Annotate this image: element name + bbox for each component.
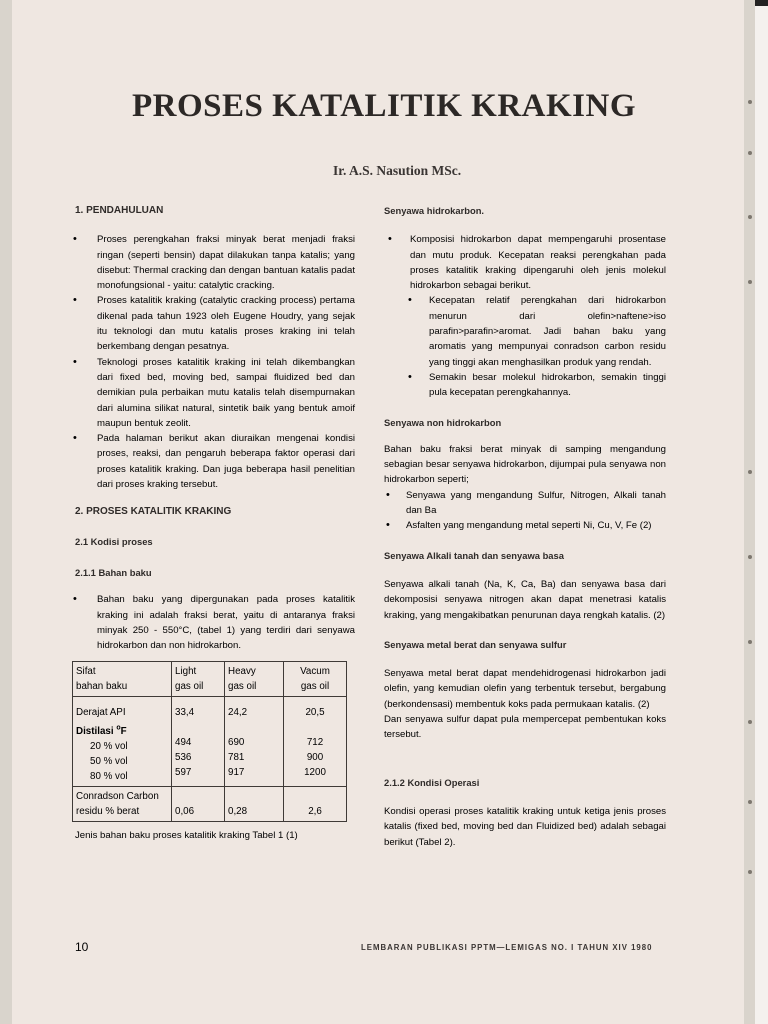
list-item: • Proses perengkahan fraksi minyak berat menjadi fraksi ringan (seperti bensin) dapat dilakukan tanpa katalis; yang disebut: Thermal cracking dan dengan bantuan katalis padat monofungsional - yaitu: catalytic cracking. [73, 233, 355, 292]
section-2-1-2-heading: 2.1.2 Kondisi Operasi [384, 776, 480, 788]
metal-paragraph-2: Dan senyawa sulfur dapat pula mempercepat pembentukan koks tersebut. [384, 714, 666, 741]
list-item: • Proses katalitik kraking (catalytic cracking process) pertama dikenal pada tahun 1923 oleh Eugene Houdry, yang sejak itu teknologi dan mutu katalis proses kraking ini telah berkembang dengan pesatnya. [73, 294, 355, 353]
section-2-heading: 2. PROSES KATALITIK KRAKING [75, 506, 232, 518]
metal-heading: Senyawa metal berat dan senyawa sulfur [384, 638, 567, 650]
publication-info: LEMBARAN PUBLIKASI PPTM—LEMIGAS NO. I TAHUN XIV 1980 [361, 943, 653, 952]
section-2-1-1-heading: 2.1.1 Bahan baku [75, 566, 152, 578]
list-item: • Semakin besar molekul hidrokarbon, semakin tinggi pula kecepatan perengkahannya. [408, 370, 666, 399]
operasi-paragraph: Kondisi operasi proses katalitik kraking untuk ketiga jenis proses katalis (fixed bed, moving bed dan Fluidized bed) adalah sebagai berikut (Tabel 2). [384, 805, 666, 848]
section-1-heading: 1. PENDAHULUAN [75, 205, 164, 216]
hidrokarbon-heading: Senyawa hidrokarbon. [384, 205, 485, 216]
alkali-heading: Senyawa Alkali tanah dan senyawa basa [384, 549, 564, 561]
article-title: PROSES KATALITIK KRAKING [131, 88, 637, 124]
list-item: • Senyawa yang mengandung Sulfur, Nitrogen, Alkali tanah dan Ba [386, 488, 666, 517]
non-hidrokarbon-heading: Senyawa non hidrokarbon [384, 416, 502, 428]
alkali-paragraph: Senyawa alkali tanah (Na, K, Ca, Ba) dan senyawa basa dari dekomposisi senyawa nitrogen akan dapat menetrasi katalis kraking, yang mengakibatkan penurunan daya rengkah katalis. (2) [384, 578, 666, 621]
list-item: • Asfalten yang mengandung metal seperti Ni, Cu, V, Fe (2) [386, 519, 652, 532]
non-hidrokarbon-paragraph: Bahan baku fraksi berat minyak di samping mengandung sebagian besar senyawa hidrokarbon, dijumpai pula senyawa non hidrokarbon seperti; [384, 443, 666, 486]
metal-paragraph-1: Senyawa metal berat dapat mendehidrogenasi hidrokarbon jadi olefin, yang kemudian olefin yang terbentuk tersebut, bergabung (berkondensasi) membentuk koks pada permukaan katalis. (2) [384, 668, 666, 710]
page-edge-marks [748, 0, 752, 1024]
table-caption: Jenis bahan baku proses katalitik kraking Tabel 1 (1) [75, 829, 298, 841]
list-item: • Bahan baku yang dipergunakan pada proses katalitik kraking ini adalah fraksi berat, yaitu di antaranya fraksi minyak 250 - 550°C, (tabel 1) yang terdiri dari senyawa hidrokarbon dan non hidrokarbon. [73, 593, 355, 652]
list-item: • Komposisi hidrokarbon dapat mempengaruhi prosentase dan mutu produk. Kecepatan reaksi perengkahan pada proses katalitik kraking dipengaruhi oleh jenis molekul hidrokarbon sebagai berikut. [388, 233, 666, 292]
list-item: • Teknologi proses katalitik kraking ini telah dikembangkan dari fixed bed, moving bed, sampai fluidized bed dan demikian pula perbaikan mutu katalis telah disempurnakan dari alumina silikat natural, sintetik baik yang bentuk amoif maupun bentuk zeolit. [73, 355, 355, 429]
right-column [384, 203, 666, 850]
section-2-1-heading: 2.1 Kodisi proses [75, 535, 153, 547]
scan-edge [755, 0, 768, 1024]
article-author: Ir. A.S. Nasution MSc. [333, 163, 462, 178]
list-item: • Kecepatan relatif perengkahan dari hidrokarbon menurun dari olefin>naftene>iso parafin>parafin>aromat. Jadi bahan baku yang aromatis yang mempunyai conradson carbon residu yang tinggi akan menghasilkan produk yang rendah. [408, 294, 666, 368]
left-column [75, 203, 355, 843]
feedstock-table: Sifat bahan baku Light gas oil Heavy gas oil Vacum gas oil Derajat API Distilasi $^o$F 20 % vol 50 % vol 80 % vol 33,4 494 536 597 24,2 690 781 917 20,5 712 900 1200 Conradson Carbon residu % berat 0,06 0,28 2,6 [72, 661, 347, 821]
page-number: 10 [75, 940, 89, 954]
list-item: • Pada halaman berikut akan diuraikan mengenai kondisi proses, reaksi, dan pengaruh beberapa faktor operasi dari proses katalitik kraking. Dan juga beberapa hasil penelitian dari proses kraking tersebut. [73, 432, 355, 491]
